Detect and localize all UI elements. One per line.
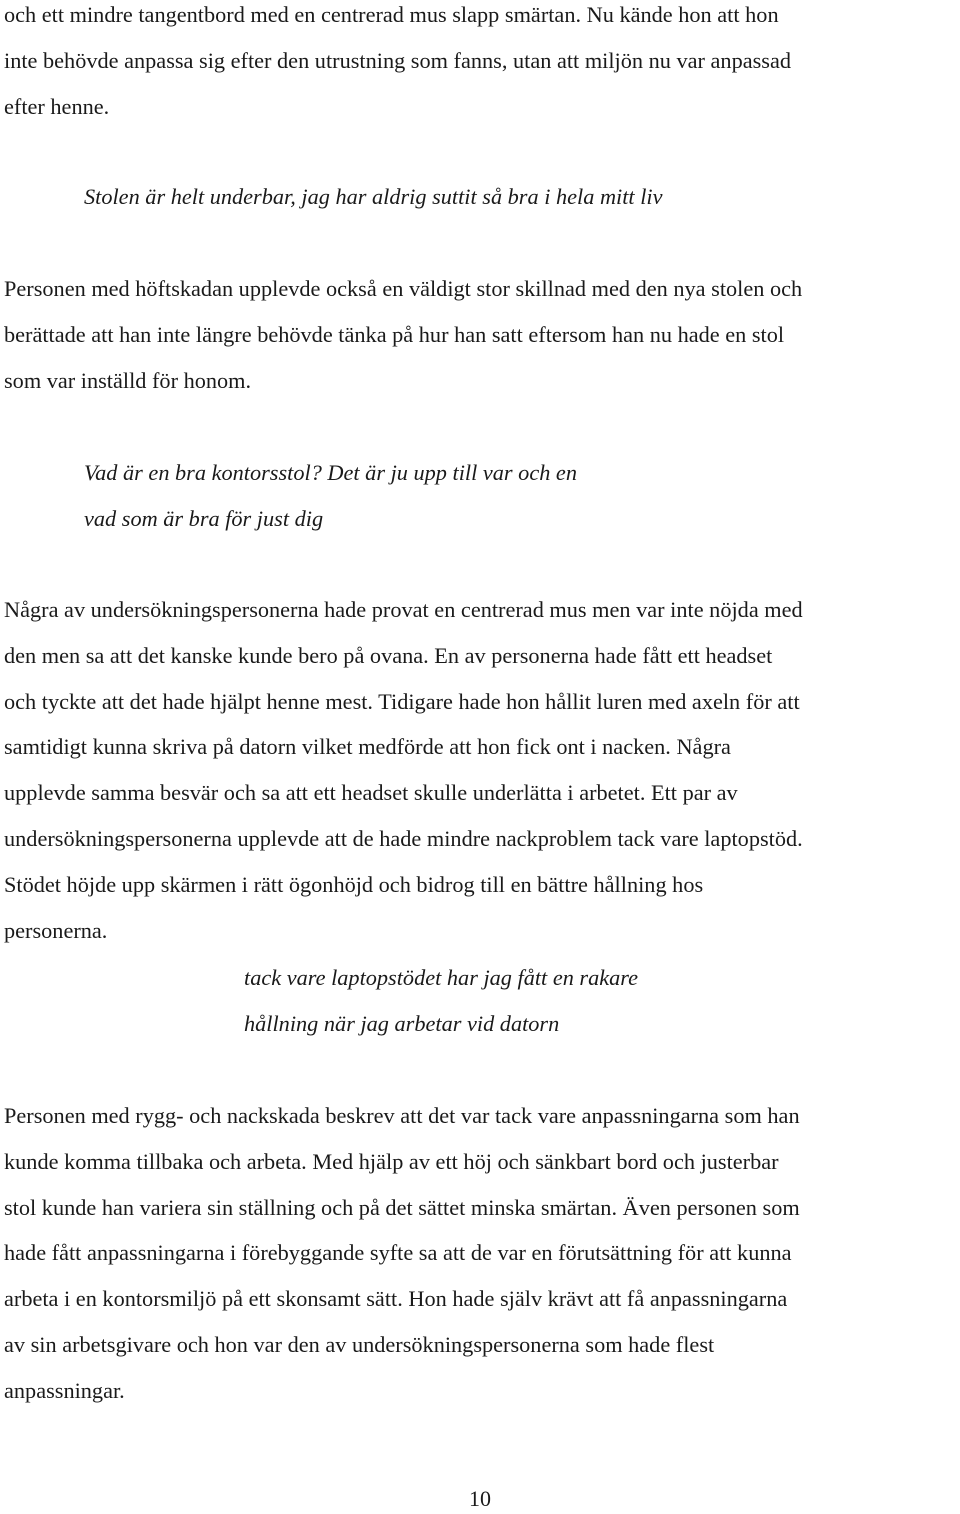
paragraph-continuation: och ett mindre tangentbord med en centrerad mus slapp smärtan. Nu kände hon att hon inte behövde anpassa sig efter den utrustning som fanns, utan att miljön nu var anpassad efter henne. — [4, 2, 792, 119]
quote-chair: Stolen är helt underbar, jag har aldrig suttit så bra i hela mitt liv — [84, 184, 663, 209]
page-number: 10 — [469, 1486, 491, 1511]
paragraph-mouse-headset-laptop: Några av undersökningspersonerna hade provat en centrerad mus men var inte nöjda med den men sa att det kanske kunde bero på ovana. En av personerna hade fått ett headset och tyckte att det hade hjälpt henne mest. Tidigare hade hon hållit luren med axeln för att samtidigt kunna skriva på datorn vilket medförde att hon fick ont i nacken. Några upplevde samma besvär och sa att ett headset skulle underlätta i arbetet. Ett par av undersökningspersonerna upplevde att de hade mindre nackproblem tack vare laptopstöd. Stödet höjde upp skärmen i rätt ögonhöjd och bidrog till en bättre hållning hos personerna. — [4, 597, 803, 943]
quote-laptop-stand: tack vare laptopstödet har jag fått en rakare hållning när jag arbetar vid datorn — [244, 965, 639, 1036]
paragraph-hip-injury: Personen med höftskadan upplevde också en väldigt stor skillnad med den nya stolen och berättade att han inte längre behövde tänka på hur han satt eftersom han nu hade en stol som var inställd för honom. — [4, 276, 803, 393]
quote-good-office-chair: Vad är en bra kontorsstol? Det är ju upp till var och en vad som är bra för just dig — [84, 460, 577, 531]
paragraph-back-neck-injury: Personen med rygg- och nackskada beskrev att det var tack vare anpassningarna som han kunde komma tillbaka och arbeta. Med hjälp av ett höj och sänkbart bord och justerbar stol kunde han variera sin ställning och på det sättet minska smärtan. Även personen som hade fått anpassningarna i förebyggande syfte sa att de var en förutsättning för att kunna arbeta i en kontorsmiljö på ett skonsamt sätt. Hon hade själv krävt att få anpassningarna av sin arbetsgivare och hon var den av undersökningspersonerna som hade flest anpassningar. — [4, 1103, 800, 1403]
